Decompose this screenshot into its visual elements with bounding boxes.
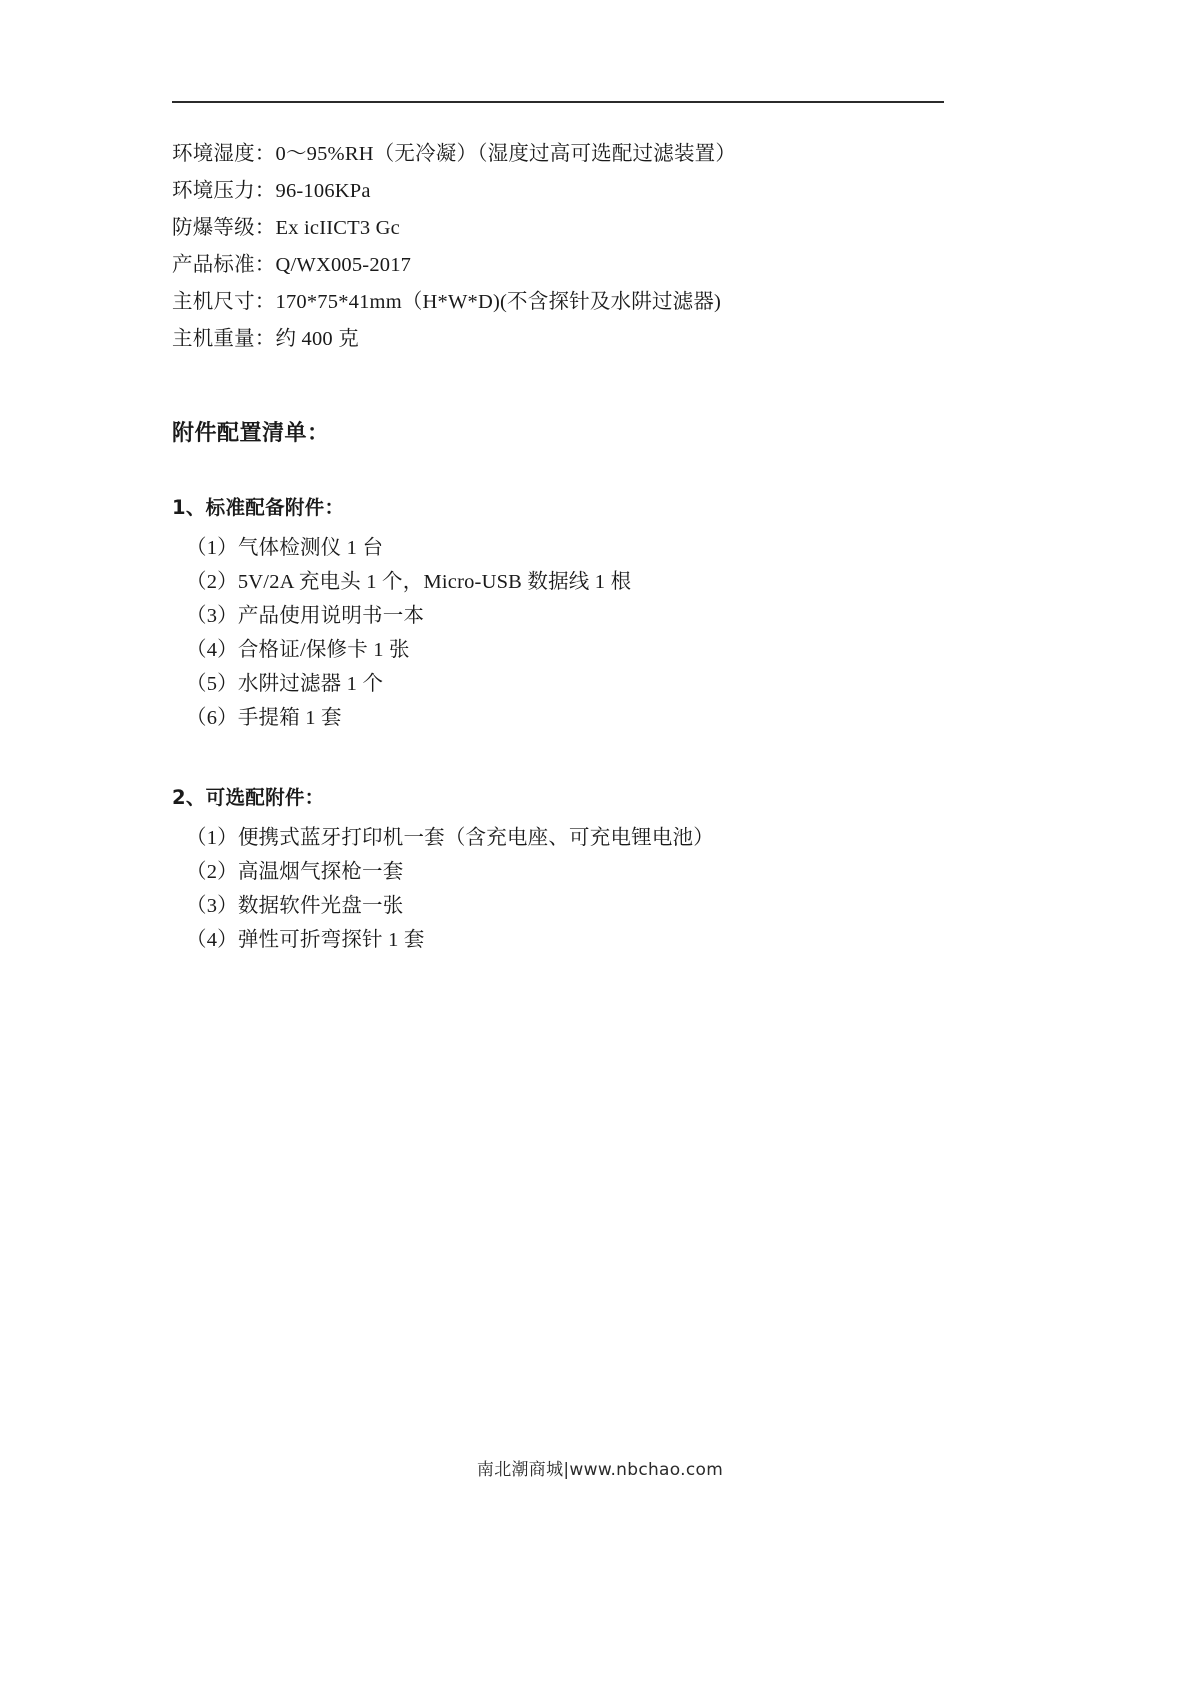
group-heading-optional: 2、可选配附件： [172, 786, 325, 809]
list-item: （6）手提箱 1 套 [186, 707, 342, 729]
specification-list [172, 136, 972, 358]
optional-accessory-items [172, 821, 972, 957]
list-item: （4）合格证/保修卡 1 张 [186, 639, 410, 661]
page-footer: 南北潮商城|www.nbchao.com [476, 1460, 724, 1480]
spec-line-pressure: 环境压力：96-106KPa [172, 180, 371, 202]
accessory-group-optional [172, 781, 972, 957]
accessory-group-standard [172, 491, 972, 735]
list-item: （3）数据软件光盘一张 [186, 895, 404, 917]
spec-line-humidity: 环境湿度：0～95%RH（无冷凝）（湿度过高可选配过滤装置） [172, 143, 737, 165]
spec-line-weight: 主机重量：约 400 克 [172, 328, 359, 350]
spec-line-explosion-proof-rating: 防爆等级：Ex icIICT3 Gc [172, 217, 400, 239]
list-item: （5）水阱过滤器 1 个 [186, 673, 384, 695]
group-heading-standard: 1、标准配备附件： [172, 496, 345, 519]
standard-accessory-items [172, 531, 972, 735]
spec-line-product-standard: 产品标准：Q/WX005-2017 [172, 254, 412, 276]
list-item: （4）弹性可折弯探针 1 套 [186, 929, 425, 951]
section-title-accessory-list: 附件配置清单： [172, 421, 330, 446]
list-item: （3）产品使用说明书一本 [186, 605, 425, 627]
list-item: （1）便携式蓝牙打印机一套（含充电座、可充电锂电池） [186, 827, 714, 849]
header-divider [172, 101, 944, 103]
document-content [172, 136, 972, 957]
list-item: （2）5V/2A 充电头 1 个，Micro-USB 数据线 1 根 [186, 571, 632, 593]
list-item: （2）高温烟气探枪一套 [186, 861, 404, 883]
list-item: （1）气体检测仪 1 台 [186, 537, 384, 559]
spec-line-dimensions: 主机尺寸：170*75*41mm（H*W*D)(不含探针及水阱过滤器) [172, 291, 722, 313]
